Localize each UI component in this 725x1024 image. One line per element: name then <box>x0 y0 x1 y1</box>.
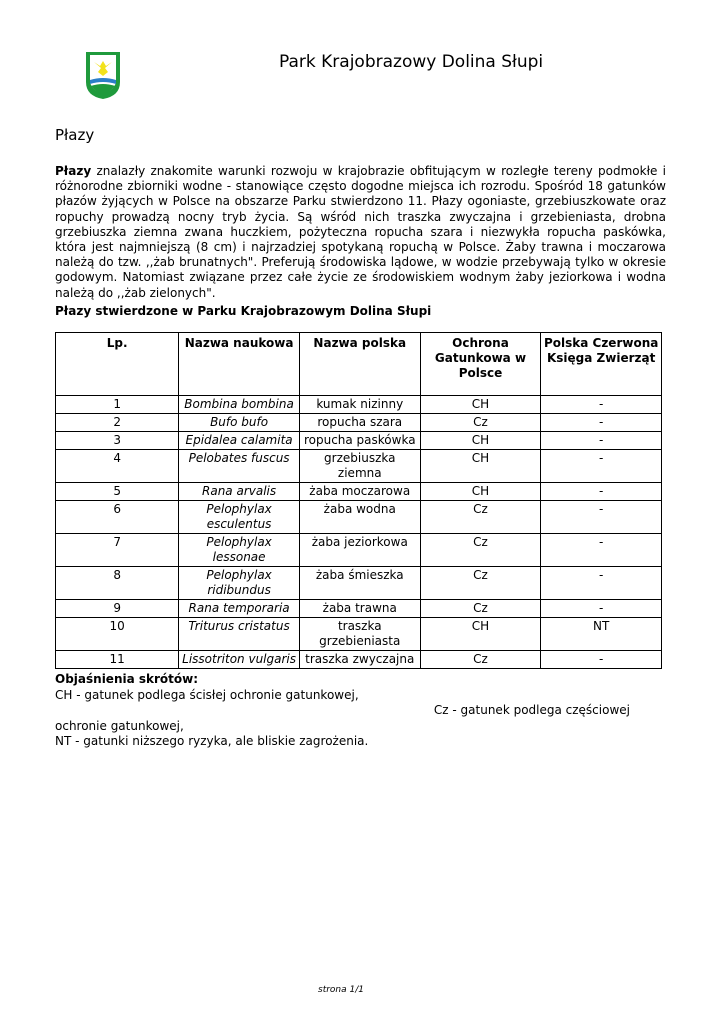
table-row <box>56 534 662 567</box>
abbreviations-legend <box>55 672 666 750</box>
cell-protection: Cz <box>420 651 541 669</box>
cell-red-book: - <box>541 651 662 669</box>
cell-polish-name: żaba wodna <box>299 501 420 534</box>
table-row <box>56 450 662 483</box>
cell-protection: Cz <box>420 414 541 432</box>
cell-protection: Cz <box>420 534 541 567</box>
table-row <box>56 396 662 414</box>
cell-lp: 6 <box>56 501 179 534</box>
table-row <box>56 432 662 450</box>
cell-lp: 10 <box>56 618 179 651</box>
legend-ch: CH - gatunek podlega ścisłej ochronie gatunkowej, <box>55 687 359 702</box>
cell-scientific-name: Bombina bombina <box>179 396 300 414</box>
legend-nt: NT - gatunki niższego ryzyka, ale bliskie zagrożenia. <box>55 734 369 748</box>
cell-polish-name: żaba śmieszka <box>299 567 420 600</box>
table-row <box>56 600 662 618</box>
cell-red-book: - <box>541 450 662 483</box>
cell-red-book: - <box>541 414 662 432</box>
cell-red-book: - <box>541 600 662 618</box>
cell-protection: CH <box>420 483 541 501</box>
table-row <box>56 483 662 501</box>
cell-polish-name: ropucha szara <box>299 414 420 432</box>
cell-lp: 9 <box>56 600 179 618</box>
table-header-row <box>56 333 662 396</box>
cell-scientific-name: Pelophylax esculentus <box>179 501 300 534</box>
cell-red-book: - <box>541 483 662 501</box>
cell-polish-name: traszka grzebieniasta <box>299 618 420 651</box>
cell-scientific-name: Pelophylax ridibundus <box>179 567 300 600</box>
table-body <box>56 396 662 669</box>
section-title: Płazy <box>55 126 95 144</box>
cell-lp: 7 <box>56 534 179 567</box>
cell-lp: 5 <box>56 483 179 501</box>
header-red-book: Polska Czerwona Księga Zwierząt <box>541 333 662 396</box>
cell-lp: 3 <box>56 432 179 450</box>
cell-protection: CH <box>420 450 541 483</box>
intro-paragraph <box>55 164 666 301</box>
intro-bold-lead: Płazy <box>55 164 92 178</box>
cell-red-book: - <box>541 396 662 414</box>
cell-scientific-name: Rana arvalis <box>179 483 300 501</box>
cell-polish-name: grzebiuszka ziemna <box>299 450 420 483</box>
cell-scientific-name: Pelophylax lessonae <box>179 534 300 567</box>
page-header-title: Park Krajobrazowy Dolina Słupi <box>279 52 544 72</box>
cell-scientific-name: Epidalea calamita <box>179 432 300 450</box>
cell-red-book: NT <box>541 618 662 651</box>
cell-polish-name: traszka zwyczajna <box>299 651 420 669</box>
legend-title: Objaśnienia skrótów: <box>55 672 199 686</box>
cell-protection: CH <box>420 396 541 414</box>
table-title: Płazy stwierdzone w Parku Krajobrazowym Dolina Słupi <box>55 304 432 318</box>
cell-red-book: - <box>541 534 662 567</box>
cell-lp: 2 <box>56 414 179 432</box>
cell-lp: 11 <box>56 651 179 669</box>
cell-red-book: - <box>541 567 662 600</box>
page-number: strona 1/1 <box>318 985 364 995</box>
table-row <box>56 618 662 651</box>
cell-lp: 1 <box>56 396 179 414</box>
header-lp: Lp. <box>56 333 179 396</box>
cell-polish-name: ropucha paskówka <box>299 432 420 450</box>
cell-protection: Cz <box>420 600 541 618</box>
cell-scientific-name: Triturus cristatus <box>179 618 300 651</box>
table-row <box>56 501 662 534</box>
park-logo <box>84 50 122 100</box>
cell-polish-name: kumak nizinny <box>299 396 420 414</box>
cell-red-book: - <box>541 501 662 534</box>
legend-cz-part1: Cz - gatunek podlega częściowej <box>433 703 630 717</box>
legend-cz-part2: ochronie gatunkowej, <box>55 718 184 733</box>
cell-scientific-name: Rana temporaria <box>179 600 300 618</box>
cell-scientific-name: Lissotriton vulgaris <box>179 651 300 669</box>
intro-text: znalazły znakomite warunki rozwoju w krajobrazie obfitującym w rozległe tereny podmokłe i różnorodne zbiorniki wodne - stanowiące często dogodne miejsca ich rozrodu. Spośród 18 gatunków płazów żyjących w Polsce na obszarze Parku stwierdzono 11. Płazy ogoniaste, grzebiuszkowate oraz ropuchy prowadzą nocny tryb życia. Są wśród nich traszka zwyczajna i grzebieniasta, drobna grzebiuszka ziemna zwana huczkiem, pożyteczna ropucha szara i niezwykła ropucha paskówka, która jest najmniejszą (8 cm) i najrzadziej spotykaną ropuchą w Polsce. Żaby trawna i moczarowa należą do tzw. ,,żab brunatnych". Preferują środowiska lądowe, w wodzie przebywają tylko w okresie godowym. Natomiast związane przez całe życie ze środowiskiem wodnym żaby jeziorkowa i wodna należą do ,,żab zielonych". <box>55 164 666 300</box>
cell-scientific-name: Pelobates fuscus <box>179 450 300 483</box>
cell-protection: CH <box>420 618 541 651</box>
cell-scientific-name: Bufo bufo <box>179 414 300 432</box>
cell-protection: Cz <box>420 501 541 534</box>
cell-red-book: - <box>541 432 662 450</box>
header-protection: Ochrona Gatunkowa w Polsce <box>420 333 541 396</box>
cell-polish-name: żaba trawna <box>299 600 420 618</box>
header-polish-name: Nazwa polska <box>299 333 420 396</box>
cell-polish-name: żaba moczarowa <box>299 483 420 501</box>
table-row <box>56 651 662 669</box>
cell-polish-name: żaba jeziorkowa <box>299 534 420 567</box>
header-scientific-name: Nazwa naukowa <box>179 333 300 396</box>
cell-protection: CH <box>420 432 541 450</box>
table-row <box>56 414 662 432</box>
cell-protection: Cz <box>420 567 541 600</box>
table-row <box>56 567 662 600</box>
cell-lp: 8 <box>56 567 179 600</box>
species-table <box>55 332 662 669</box>
cell-lp: 4 <box>56 450 179 483</box>
